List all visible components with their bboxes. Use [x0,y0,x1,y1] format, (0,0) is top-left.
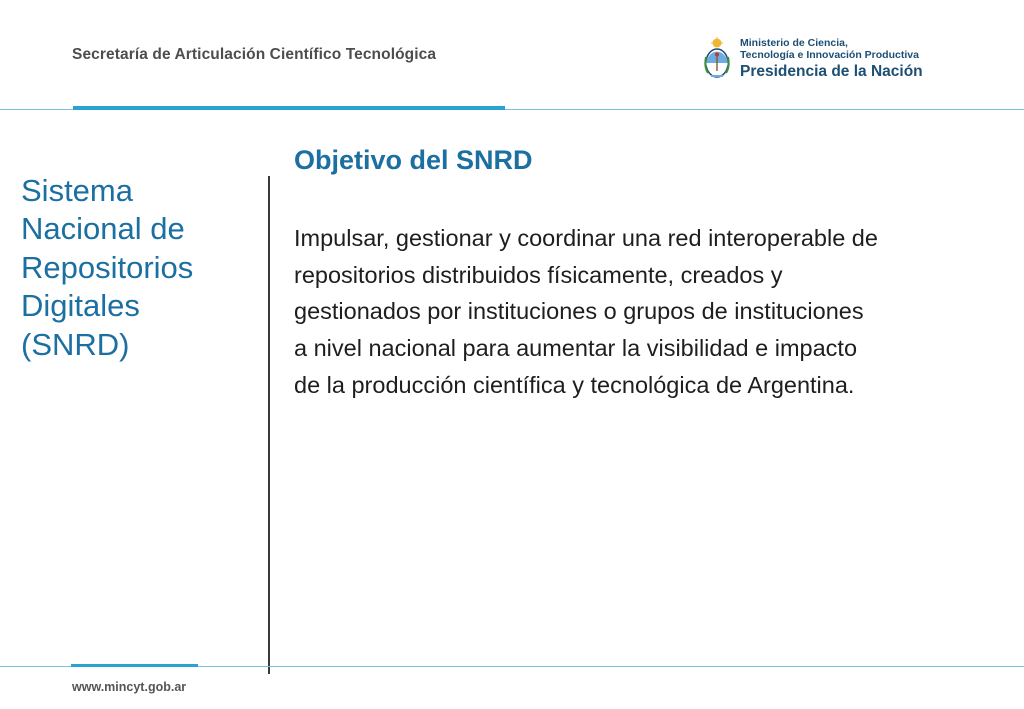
vertical-divider [268,176,270,674]
side-title-line: Digitales [21,288,140,324]
ministry-name-line2: Tecnología e Innovación Productiva [740,49,919,62]
side-title-line: Repositorios [21,249,194,285]
section-heading: Objetivo del SNRD [294,145,533,175]
ministry-name-line1: Ministerio de Ciencia, [740,36,848,49]
objective-paragraph [294,220,1019,403]
paragraph-line: repositorios distribuidos físicamente, creados y [294,261,783,288]
footer-accent-bar [71,664,198,667]
header-accent-bar [73,106,505,110]
side-title-line: Sistema [21,173,133,208]
paragraph-line: Impulsar, gestionar y coordinar una red interoperable de [294,225,878,251]
side-title-line: Nacional de [21,211,185,247]
paragraph-line: gestionados por instituciones o grupos de instituciones [294,298,864,325]
secretariat-title: Secretaría de Articulación Científico Tecnológica [72,46,437,63]
paragraph-line: de la producción científica y tecnológica de Argentina. [294,371,855,398]
footer-website-link[interactable]: www.mincyt.gob.ar [72,680,187,694]
argentina-coat-of-arms-icon [702,37,732,81]
side-title-line: (SNRD) [21,326,130,362]
slide-side-title [21,172,261,364]
ministry-logo [702,36,923,82]
presidency-name: Presidencia de la Nación [740,62,923,80]
paragraph-line: a nivel nacional para aumentar la visibilidad e impacto [294,334,858,361]
